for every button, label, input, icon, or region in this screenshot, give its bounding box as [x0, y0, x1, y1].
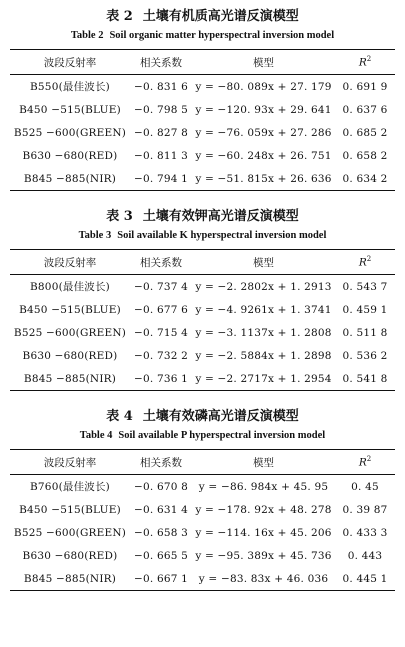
table-number-cn: 表 2 [106, 9, 133, 24]
table-row [10, 321, 395, 344]
cell-correlation: −0. 732 2 [133, 349, 188, 362]
table-header-row [10, 50, 395, 75]
table-3-block [10, 208, 395, 391]
r2-exponent: 2 [366, 455, 372, 464]
table-title-cn: 土壤有机质高光谱反演模型 [142, 9, 299, 24]
table-caption-en [10, 28, 395, 43]
cell-band: B630 −680(RED) [22, 549, 118, 562]
cell-r2: 0. 433 3 [342, 526, 388, 539]
header-r2 [335, 450, 395, 475]
cell-r2: 0. 658 2 [342, 149, 388, 162]
table-row [10, 121, 395, 144]
cell-model: y = −60. 248x + 26. 751 [195, 149, 332, 162]
header-band: 波段反射率 [43, 256, 97, 269]
cell-band: B630 −680(RED) [22, 349, 118, 362]
cell-model: y = −2. 5884x + 1. 2898 [195, 349, 332, 362]
cell-correlation: −0. 794 1 [133, 172, 188, 185]
cell-r2: 0. 443 [347, 549, 383, 562]
table-row [10, 498, 395, 521]
table-row [10, 298, 395, 321]
cell-r2: 0. 445 1 [342, 572, 388, 585]
cell-r2: 0. 45 [351, 480, 379, 493]
table-header-row [10, 250, 395, 275]
cell-band: B525 −600(GREEN) [13, 126, 127, 139]
table-caption-cn [10, 208, 395, 225]
data-table [10, 449, 395, 591]
cell-r2: 0. 459 1 [342, 303, 388, 316]
cell-r2: 0. 39 87 [342, 503, 388, 516]
header-correlation: 相关系数 [140, 56, 182, 69]
cell-model: y = −80. 089x + 27. 179 [195, 80, 332, 93]
cell-correlation: −0. 831 6 [133, 80, 188, 93]
cell-band: B450 −515(BLUE) [19, 503, 121, 516]
cell-correlation: −0. 670 8 [133, 480, 188, 493]
table-row [10, 544, 395, 567]
table-row [10, 98, 395, 121]
table-caption-en [10, 428, 395, 443]
cell-model: y = −4. 9261x + 1. 3741 [195, 303, 332, 316]
table-title-en: Soil available P hyperspectral inversion model [118, 430, 326, 441]
cell-correlation: −0. 736 1 [133, 372, 188, 385]
table-number-cn: 表 3 [106, 209, 133, 224]
table-4-block [10, 408, 395, 591]
cell-model: y = −2. 2717x + 1. 2954 [195, 372, 332, 385]
cell-r2: 0. 543 7 [342, 280, 388, 293]
cell-r2: 0. 685 2 [342, 126, 388, 139]
cell-band: B845 −885(NIR) [23, 172, 117, 185]
table-row [10, 167, 395, 191]
header-model: 模型 [253, 56, 274, 69]
cell-model: y = −2. 2802x + 1. 2913 [195, 280, 332, 293]
cell-correlation: −0. 827 8 [133, 126, 188, 139]
table-title-en: Soil available K hyperspectral inversion model [117, 230, 327, 241]
cell-model: y = −83. 83x + 46. 036 [198, 572, 329, 585]
table-caption-cn [10, 8, 395, 25]
header-r2 [335, 50, 395, 75]
cell-r2: 0. 637 6 [342, 103, 388, 116]
cell-model: y = −120. 93x + 29. 641 [195, 103, 332, 116]
r2-exponent: 2 [366, 255, 372, 264]
table-row [10, 475, 395, 499]
cell-band: B760(最佳波长) [30, 481, 110, 493]
table-caption-cn [10, 408, 395, 425]
table-row [10, 567, 395, 591]
r2-base: R [358, 56, 367, 69]
header-correlation: 相关系数 [140, 256, 182, 269]
table-row [10, 367, 395, 391]
cell-correlation: −0. 715 4 [133, 326, 188, 339]
r2-exponent: 2 [366, 55, 372, 64]
r2-base: R [358, 256, 367, 269]
cell-model: y = −3. 1137x + 1. 2808 [195, 326, 332, 339]
table-row [10, 344, 395, 367]
table-title-cn: 土壤有效钾高光谱反演模型 [142, 209, 299, 224]
cell-r2: 0. 536 2 [342, 349, 388, 362]
cell-band: B450 −515(BLUE) [19, 303, 121, 316]
table-title-cn: 土壤有效磷高光谱反演模型 [142, 409, 299, 424]
cell-model: y = −178. 92x + 48. 278 [195, 503, 332, 516]
cell-r2: 0. 541 8 [342, 372, 388, 385]
cell-band: B630 −680(RED) [22, 149, 118, 162]
cell-model: y = −95. 389x + 45. 736 [195, 549, 332, 562]
table-row [10, 521, 395, 544]
header-correlation: 相关系数 [140, 456, 182, 469]
cell-band: B450 −515(BLUE) [19, 103, 121, 116]
table-number-en: Table 4 [79, 430, 113, 441]
cell-model: y = −86. 984x + 45. 95 [198, 480, 329, 493]
table-2-block [10, 8, 395, 191]
table-number-cn: 表 4 [106, 409, 133, 424]
cell-correlation: −0. 811 3 [133, 149, 188, 162]
header-band: 波段反射率 [43, 56, 97, 69]
cell-band: B845 −885(NIR) [23, 572, 117, 585]
data-table [10, 249, 395, 391]
cell-model: y = −51. 815x + 26. 636 [195, 172, 332, 185]
table-header-row [10, 450, 395, 475]
cell-band: B550(最佳波长) [30, 81, 110, 93]
cell-correlation: −0. 798 5 [133, 103, 188, 116]
table-title-en: Soil organic matter hyperspectral inversion model [109, 30, 335, 41]
cell-correlation: −0. 677 6 [133, 303, 188, 316]
data-table [10, 49, 395, 191]
cell-correlation: −0. 667 1 [133, 572, 188, 585]
cell-model: y = −76. 059x + 27. 286 [195, 126, 332, 139]
header-model: 模型 [253, 256, 274, 269]
cell-band: B845 −885(NIR) [23, 372, 117, 385]
cell-correlation: −0. 658 3 [133, 526, 188, 539]
table-row [10, 275, 395, 299]
cell-r2: 0. 691 9 [342, 80, 388, 93]
table-row [10, 144, 395, 167]
table-number-en: Table 3 [78, 230, 112, 241]
table-caption-en [10, 228, 395, 243]
header-band: 波段反射率 [43, 456, 97, 469]
cell-correlation: −0. 631 4 [133, 503, 188, 516]
r2-base: R [358, 456, 367, 469]
cell-band: B800(最佳波长) [30, 281, 110, 293]
header-r2 [335, 250, 395, 275]
cell-model: y = −114. 16x + 45. 206 [195, 526, 332, 539]
cell-r2: 0. 634 2 [342, 172, 388, 185]
cell-correlation: −0. 665 5 [133, 549, 188, 562]
cell-correlation: −0. 737 4 [133, 280, 188, 293]
header-model: 模型 [253, 456, 274, 469]
cell-r2: 0. 511 8 [342, 326, 388, 339]
cell-band: B525 −600(GREEN) [13, 326, 127, 339]
table-number-en: Table 2 [70, 30, 104, 41]
cell-band: B525 −600(GREEN) [13, 526, 127, 539]
table-row [10, 75, 395, 99]
